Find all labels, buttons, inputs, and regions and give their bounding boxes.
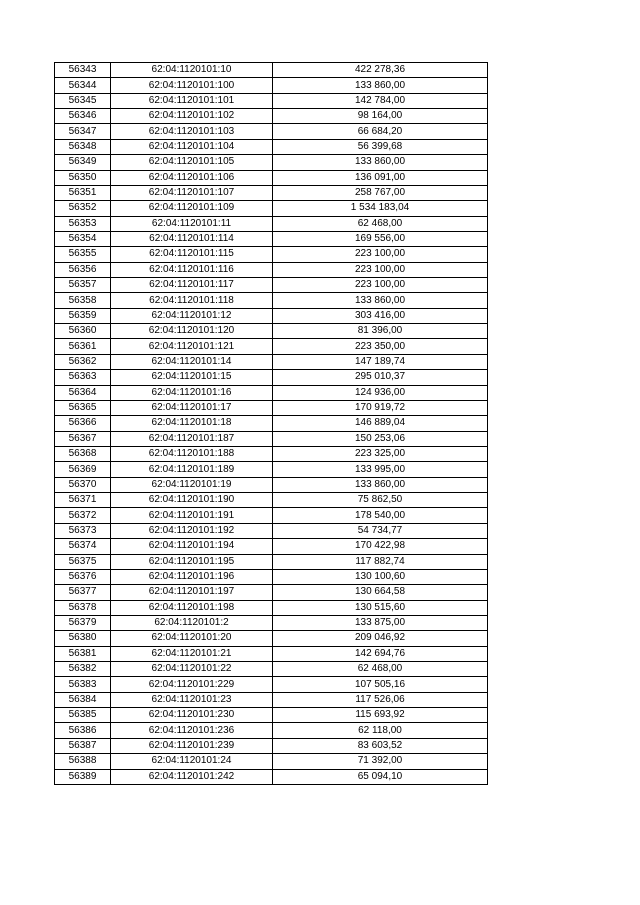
table-row: [55, 493, 488, 508]
table-row: [55, 477, 488, 492]
cadastral-value-cell: 258 767,00: [273, 185, 488, 200]
cadastral-value-cell: 130 100,60: [273, 569, 488, 584]
cadastral-value-cell: 223 350,00: [273, 339, 488, 354]
table-row: [55, 585, 488, 600]
cadastral-number-cell: 62:04:1120101:102: [111, 109, 273, 124]
row-number-cell: 56343: [55, 63, 111, 78]
cadastral-number-cell: 62:04:1120101:15: [111, 370, 273, 385]
cadastral-value-cell: 107 505,16: [273, 677, 488, 692]
table-row: [55, 185, 488, 200]
cadastral-number-cell: 62:04:1120101:117: [111, 278, 273, 293]
cadastral-number-cell: 62:04:1120101:195: [111, 554, 273, 569]
row-number-cell: 56384: [55, 692, 111, 707]
cadastral-value-cell: 124 936,00: [273, 385, 488, 400]
row-number-cell: 56363: [55, 370, 111, 385]
cadastral-value-cell: 66 684,20: [273, 124, 488, 139]
row-number-cell: 56378: [55, 600, 111, 615]
cadastral-value-cell: 133 995,00: [273, 462, 488, 477]
cadastral-number-cell: 62:04:1120101:19: [111, 477, 273, 492]
cadastral-value-cell: 303 416,00: [273, 308, 488, 323]
table-row: [55, 523, 488, 538]
table-row: [55, 508, 488, 523]
cadastral-value-cell: 117 882,74: [273, 554, 488, 569]
cadastral-value-cell: 178 540,00: [273, 508, 488, 523]
row-number-cell: 56385: [55, 708, 111, 723]
row-number-cell: 56372: [55, 508, 111, 523]
cadastral-number-cell: 62:04:1120101:12: [111, 308, 273, 323]
table-row: [55, 708, 488, 723]
cadastral-value-cell: 133 860,00: [273, 477, 488, 492]
table-row: [55, 324, 488, 339]
row-number-cell: 56389: [55, 769, 111, 784]
cadastral-number-cell: 62:04:1120101:197: [111, 585, 273, 600]
cadastral-value-cell: 81 396,00: [273, 324, 488, 339]
table-row: [55, 646, 488, 661]
table-row: [55, 231, 488, 246]
row-number-cell: 56370: [55, 477, 111, 492]
cadastral-number-cell: 62:04:1120101:198: [111, 600, 273, 615]
cadastral-value-cell: 209 046,92: [273, 631, 488, 646]
cadastral-number-cell: 62:04:1120101:239: [111, 738, 273, 753]
table-row: [55, 539, 488, 554]
cadastral-number-cell: 62:04:1120101:21: [111, 646, 273, 661]
cadastral-number-cell: 62:04:1120101:192: [111, 523, 273, 538]
cadastral-number-cell: 62:04:1120101:191: [111, 508, 273, 523]
table-row: [55, 769, 488, 784]
cadastral-number-cell: 62:04:1120101:23: [111, 692, 273, 707]
row-number-cell: 56345: [55, 93, 111, 108]
cadastral-value-cell: 223 100,00: [273, 278, 488, 293]
cadastral-number-cell: 62:04:1120101:242: [111, 769, 273, 784]
cadastral-value-cell: 147 189,74: [273, 354, 488, 369]
cadastral-value-cell: 62 468,00: [273, 662, 488, 677]
cadastral-number-cell: 62:04:1120101:230: [111, 708, 273, 723]
table-row: [55, 354, 488, 369]
table-row: [55, 723, 488, 738]
row-number-cell: 56361: [55, 339, 111, 354]
cadastral-value-cell: 170 422,98: [273, 539, 488, 554]
row-number-cell: 56348: [55, 139, 111, 154]
cadastral-value-cell: 65 094,10: [273, 769, 488, 784]
cadastral-value-cell: 83 603,52: [273, 738, 488, 753]
cadastral-number-cell: 62:04:1120101:105: [111, 155, 273, 170]
cadastral-number-cell: 62:04:1120101:121: [111, 339, 273, 354]
cadastral-value-cell: 1 534 183,04: [273, 201, 488, 216]
row-number-cell: 56373: [55, 523, 111, 538]
table-row: [55, 293, 488, 308]
cadastral-value-cell: 98 164,00: [273, 109, 488, 124]
table-row: [55, 216, 488, 231]
row-number-cell: 56356: [55, 262, 111, 277]
row-number-cell: 56381: [55, 646, 111, 661]
row-number-cell: 56353: [55, 216, 111, 231]
table-row: [55, 109, 488, 124]
table-row: [55, 462, 488, 477]
row-number-cell: 56352: [55, 201, 111, 216]
cadastral-number-cell: 62:04:1120101:115: [111, 247, 273, 262]
row-number-cell: 56375: [55, 554, 111, 569]
cadastral-value-cell: 130 664,58: [273, 585, 488, 600]
table-row: [55, 93, 488, 108]
table-row: [55, 431, 488, 446]
table-row: [55, 692, 488, 707]
cadastral-value-cell: 133 860,00: [273, 293, 488, 308]
cadastral-number-cell: 62:04:1120101:229: [111, 677, 273, 692]
cadastral-value-cell: 146 889,04: [273, 416, 488, 431]
table-row: [55, 615, 488, 630]
cadastral-value-cell: 169 556,00: [273, 231, 488, 246]
row-number-cell: 56351: [55, 185, 111, 200]
cadastral-number-cell: 62:04:1120101:118: [111, 293, 273, 308]
row-number-cell: 56369: [55, 462, 111, 477]
row-number-cell: 56374: [55, 539, 111, 554]
cadastral-value-cell: 223 325,00: [273, 446, 488, 461]
cadastral-number-cell: 62:04:1120101:22: [111, 662, 273, 677]
row-number-cell: 56357: [55, 278, 111, 293]
cadastral-number-cell: 62:04:1120101:20: [111, 631, 273, 646]
cadastral-value-cell: 223 100,00: [273, 247, 488, 262]
row-number-cell: 56386: [55, 723, 111, 738]
row-number-cell: 56365: [55, 400, 111, 415]
cadastral-number-cell: 62:04:1120101:120: [111, 324, 273, 339]
cadastral-value-table: [54, 62, 488, 785]
cadastral-number-cell: 62:04:1120101:11: [111, 216, 273, 231]
table-row: [55, 247, 488, 262]
table-row: [55, 677, 488, 692]
cadastral-number-cell: 62:04:1120101:18: [111, 416, 273, 431]
row-number-cell: 56358: [55, 293, 111, 308]
table-row: [55, 400, 488, 415]
cadastral-value-cell: 422 278,36: [273, 63, 488, 78]
row-number-cell: 56380: [55, 631, 111, 646]
cadastral-value-cell: 62 118,00: [273, 723, 488, 738]
row-number-cell: 56354: [55, 231, 111, 246]
table-row: [55, 155, 488, 170]
table-row: [55, 63, 488, 78]
table-row: [55, 600, 488, 615]
row-number-cell: 56387: [55, 738, 111, 753]
cadastral-value-cell: 54 734,77: [273, 523, 488, 538]
row-number-cell: 56383: [55, 677, 111, 692]
table-row: [55, 569, 488, 584]
cadastral-value-cell: 136 091,00: [273, 170, 488, 185]
table-row: [55, 201, 488, 216]
table-row: [55, 754, 488, 769]
cadastral-number-cell: 62:04:1120101:187: [111, 431, 273, 446]
document-page: [54, 62, 487, 785]
cadastral-number-cell: 62:04:1120101:189: [111, 462, 273, 477]
cadastral-number-cell: 62:04:1120101:236: [111, 723, 273, 738]
table-body: [55, 63, 488, 785]
table-row: [55, 139, 488, 154]
cadastral-value-cell: 130 515,60: [273, 600, 488, 615]
cadastral-number-cell: 62:04:1120101:17: [111, 400, 273, 415]
row-number-cell: 56359: [55, 308, 111, 323]
cadastral-value-cell: 115 693,92: [273, 708, 488, 723]
row-number-cell: 56346: [55, 109, 111, 124]
table-row: [55, 554, 488, 569]
cadastral-value-cell: 142 694,76: [273, 646, 488, 661]
table-row: [55, 738, 488, 753]
row-number-cell: 56349: [55, 155, 111, 170]
cadastral-value-cell: 223 100,00: [273, 262, 488, 277]
table-row: [55, 339, 488, 354]
cadastral-number-cell: 62:04:1120101:194: [111, 539, 273, 554]
table-row: [55, 662, 488, 677]
cadastral-number-cell: 62:04:1120101:116: [111, 262, 273, 277]
cadastral-number-cell: 62:04:1120101:106: [111, 170, 273, 185]
cadastral-number-cell: 62:04:1120101:10: [111, 63, 273, 78]
cadastral-number-cell: 62:04:1120101:104: [111, 139, 273, 154]
row-number-cell: 56344: [55, 78, 111, 93]
row-number-cell: 56350: [55, 170, 111, 185]
row-number-cell: 56347: [55, 124, 111, 139]
cadastral-value-cell: 75 862,50: [273, 493, 488, 508]
table-row: [55, 78, 488, 93]
row-number-cell: 56366: [55, 416, 111, 431]
table-row: [55, 446, 488, 461]
row-number-cell: 56355: [55, 247, 111, 262]
row-number-cell: 56367: [55, 431, 111, 446]
row-number-cell: 56388: [55, 754, 111, 769]
row-number-cell: 56371: [55, 493, 111, 508]
cadastral-value-cell: 133 860,00: [273, 155, 488, 170]
cadastral-number-cell: 62:04:1120101:188: [111, 446, 273, 461]
cadastral-value-cell: 56 399,68: [273, 139, 488, 154]
row-number-cell: 56362: [55, 354, 111, 369]
cadastral-number-cell: 62:04:1120101:2: [111, 615, 273, 630]
row-number-cell: 56377: [55, 585, 111, 600]
table-row: [55, 308, 488, 323]
cadastral-number-cell: 62:04:1120101:109: [111, 201, 273, 216]
cadastral-number-cell: 62:04:1120101:16: [111, 385, 273, 400]
cadastral-number-cell: 62:04:1120101:101: [111, 93, 273, 108]
cadastral-value-cell: 142 784,00: [273, 93, 488, 108]
row-number-cell: 56360: [55, 324, 111, 339]
table-row: [55, 385, 488, 400]
cadastral-value-cell: 133 875,00: [273, 615, 488, 630]
cadastral-value-cell: 295 010,37: [273, 370, 488, 385]
table-row: [55, 631, 488, 646]
cadastral-value-cell: 71 392,00: [273, 754, 488, 769]
cadastral-value-cell: 117 526,06: [273, 692, 488, 707]
cadastral-number-cell: 62:04:1120101:103: [111, 124, 273, 139]
table-row: [55, 170, 488, 185]
table-row: [55, 124, 488, 139]
table-row: [55, 370, 488, 385]
cadastral-number-cell: 62:04:1120101:14: [111, 354, 273, 369]
row-number-cell: 56382: [55, 662, 111, 677]
cadastral-value-cell: 170 919,72: [273, 400, 488, 415]
cadastral-value-cell: 62 468,00: [273, 216, 488, 231]
row-number-cell: 56368: [55, 446, 111, 461]
row-number-cell: 56379: [55, 615, 111, 630]
row-number-cell: 56364: [55, 385, 111, 400]
table-row: [55, 278, 488, 293]
cadastral-number-cell: 62:04:1120101:114: [111, 231, 273, 246]
row-number-cell: 56376: [55, 569, 111, 584]
cadastral-value-cell: 150 253,06: [273, 431, 488, 446]
cadastral-number-cell: 62:04:1120101:107: [111, 185, 273, 200]
cadastral-value-cell: 133 860,00: [273, 78, 488, 93]
cadastral-number-cell: 62:04:1120101:100: [111, 78, 273, 93]
cadastral-number-cell: 62:04:1120101:196: [111, 569, 273, 584]
cadastral-number-cell: 62:04:1120101:24: [111, 754, 273, 769]
table-row: [55, 416, 488, 431]
cadastral-number-cell: 62:04:1120101:190: [111, 493, 273, 508]
table-row: [55, 262, 488, 277]
